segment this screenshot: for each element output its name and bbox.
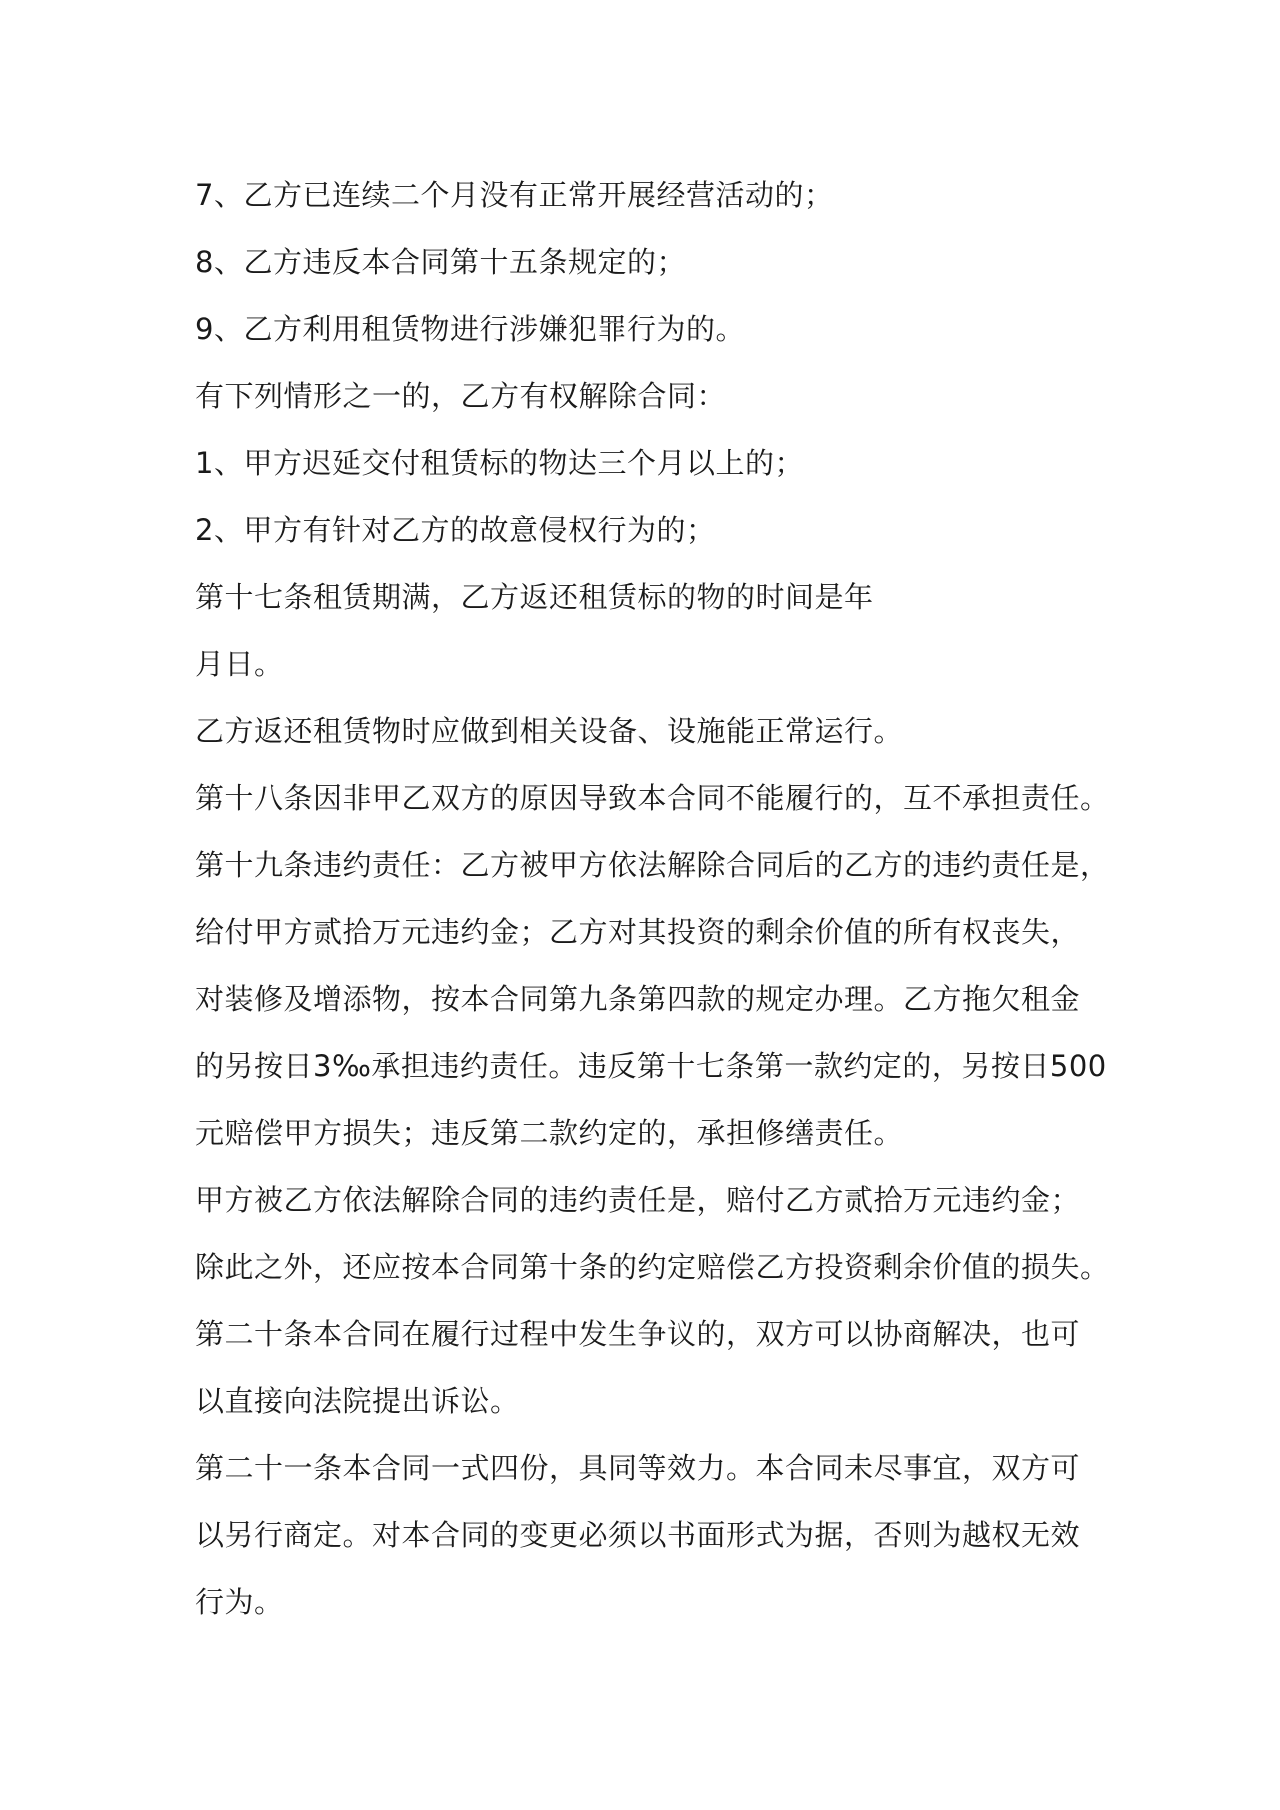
- document-body: [195, 162, 1115, 1636]
- text-line: 乙方返还租赁物时应做到相关设备、设施能正常运行。: [195, 714, 904, 748]
- text-line: 给付甲方贰拾万元违约金；乙方对其投资的剩余价值的所有权丧失，: [195, 915, 1081, 949]
- text-line: 第十七条租赁期满，乙方返还租赁标的物的时间是年: [195, 580, 874, 614]
- text-line: 8、乙方违反本合同第十五条规定的；: [195, 245, 686, 279]
- text-line: 1、甲方迟延交付租赁标的物达三个月以上的；: [195, 446, 804, 480]
- text-line: 的另按日3‰承担违约责任。违反第十七条第一款约定的，另按日500: [195, 1049, 1107, 1083]
- text-line: 7、乙方已连续二个月没有正常开展经营活动的；: [195, 178, 834, 212]
- text-line: 9、乙方利用租赁物进行涉嫌犯罪行为的。: [195, 312, 745, 346]
- text-line: 行为。: [195, 1585, 284, 1619]
- text-line: 以另行商定。对本合同的变更必须以书面形式为据，否则为越权无效: [195, 1518, 1081, 1552]
- text-line: 甲方被乙方依法解除合同的违约责任是，赔付乙方贰拾万元违约金；: [195, 1183, 1081, 1217]
- text-line: 除此之外，还应按本合同第十条的约定赔偿乙方投资剩余价值的损失。: [195, 1250, 1110, 1284]
- text-line: 月日。: [195, 647, 284, 681]
- text-line: 有下列情形之一的，乙方有权解除合同：: [195, 379, 727, 413]
- text-line: 对装修及增添物，按本合同第九条第四款的规定办理。乙方拖欠租金: [195, 982, 1081, 1016]
- text-line: 第二十条本合同在履行过程中发生争议的，双方可以协商解决，也可: [195, 1317, 1081, 1351]
- text-line: 元赔偿甲方损失；违反第二款约定的，承担修缮责任。: [195, 1116, 904, 1150]
- text-line: 第十九条违约责任：乙方被甲方依法解除合同后的乙方的违约责任是，: [195, 848, 1110, 882]
- text-line: 以直接向法院提出诉讼。: [195, 1384, 520, 1418]
- text-line: 第十八条因非甲乙双方的原因导致本合同不能履行的，互不承担责任。: [195, 781, 1110, 815]
- text-line: 2、甲方有针对乙方的故意侵权行为的；: [195, 513, 716, 547]
- text-line: 第二十一条本合同一式四份，具同等效力。本合同未尽事宜，双方可: [195, 1451, 1081, 1485]
